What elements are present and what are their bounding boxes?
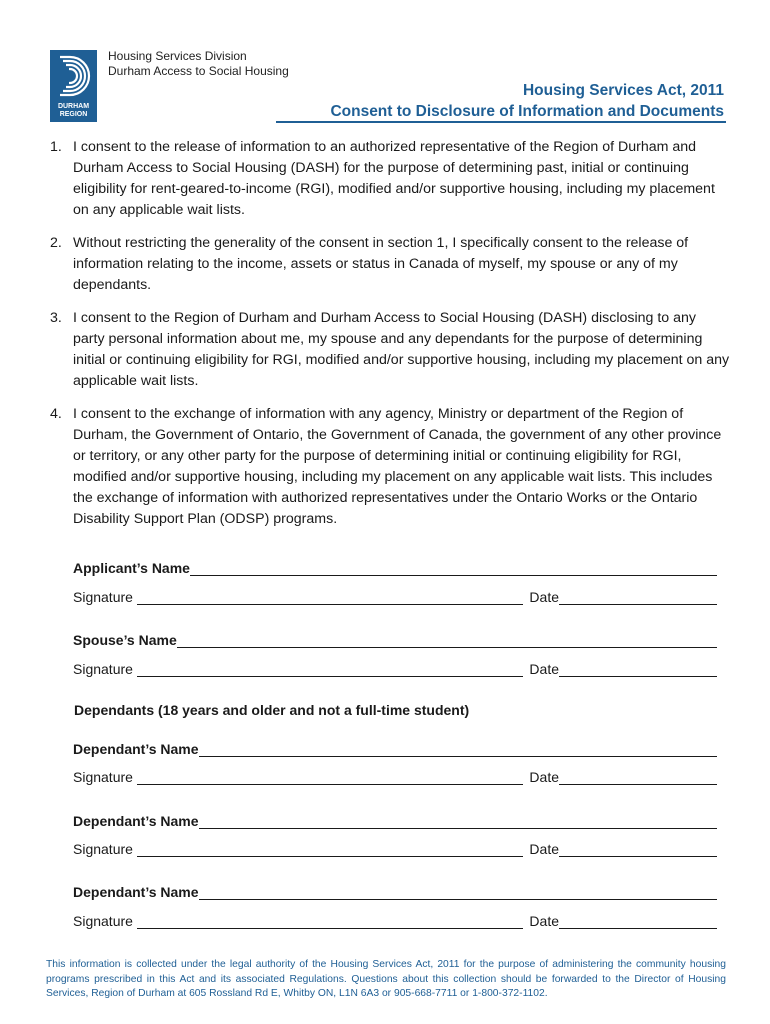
- date-label: Date: [529, 661, 559, 677]
- date-label: Date: [529, 913, 559, 929]
- program-name: Durham Access to Social Housing: [108, 64, 289, 78]
- document-title: [330, 80, 724, 122]
- applicant-signature-row: [73, 585, 717, 605]
- privacy-notice: This information is collected under the legal authority of the Housing Services Act, 2011 for the purpose of administering the community housing programs prescribed in this Act and its associated Regulations. Questions about this collection should be forwarded to the Director of Housing Services, Region of Durham at 605 Rossland Rd E, Whitby ON, L1N 6A3 or 905-668-7711 or 1-800-372-1102.: [46, 959, 726, 999]
- dependant-1-signature-row: [73, 765, 717, 785]
- durham-region-logo: [50, 50, 97, 122]
- dependants-heading: Dependants (18 years and older and not a full-time student): [74, 702, 470, 718]
- signature-label: Signature: [73, 913, 133, 929]
- logo-text-line2: REGION: [59, 111, 88, 118]
- dependant-name-label: Dependant’s Name: [73, 741, 199, 757]
- dependant-3-date-field[interactable]: [559, 913, 717, 929]
- clause-text: I consent to the exchange of information with any agency, Ministry or department of the Region of Durham, the Government of Ontario, the Government of Canada, the government of any other province or territory, or any other party for the purpose of determining initial or continuing eligibility for RGI, modified and/or supportive housing, including my placement on any applicable wait lists. This includes the exchange of information with authorized representatives under the Ontario Works or the Ontario Disability Support Plan (ODSP) programs.: [73, 406, 722, 527]
- durham-d-logo-icon: [50, 50, 97, 102]
- dependant-3-signature-row: [73, 909, 717, 929]
- consent-clauses: [50, 137, 730, 542]
- spouse-date-field[interactable]: [559, 661, 717, 677]
- division-header: [108, 49, 289, 79]
- clause-text: I consent to the Region of Durham and Durham Access to Social Housing (DASH) disclosing to any party personal information about me, my spouse and any dependants for the purpose of determining initial or continuing eligibility for RGI, modified and/or supportive housing, including my placement on any applicable wait lists.: [73, 310, 730, 389]
- date-label: Date: [529, 841, 559, 857]
- clause-4: [50, 404, 730, 530]
- dependant-3-name-field[interactable]: [199, 884, 717, 900]
- dependant-1-name-field[interactable]: [199, 741, 717, 757]
- applicant-name-row: [73, 556, 717, 576]
- clause-1: [50, 137, 730, 221]
- logo-text-line1: DURHAM: [57, 103, 90, 110]
- dependant-name-label: Dependant’s Name: [73, 884, 199, 900]
- title-act: Housing Services Act, 2011: [522, 82, 724, 99]
- dependant-name-label: Dependant’s Name: [73, 813, 199, 829]
- date-label: Date: [529, 589, 559, 605]
- clause-number: 4.: [50, 406, 62, 422]
- signature-label: Signature: [73, 589, 133, 605]
- dependant-2-date-field[interactable]: [559, 841, 717, 857]
- clause-number: 3.: [50, 310, 62, 326]
- applicant-name-label: Applicant’s Name: [73, 560, 190, 576]
- clause-number: 1.: [50, 139, 62, 155]
- title-underline: [276, 121, 726, 123]
- clause-3: [50, 308, 730, 392]
- signature-label: Signature: [73, 661, 133, 677]
- applicant-date-field[interactable]: [559, 589, 717, 605]
- clause-number: 2.: [50, 235, 62, 251]
- title-consent: Consent to Disclosure of Information and Documents: [330, 103, 724, 120]
- dependant-2-name-field[interactable]: [199, 813, 717, 829]
- dependant-1-date-field[interactable]: [559, 769, 717, 785]
- dependant-3-name-row: [73, 880, 717, 900]
- dependant-2-signature-row: [73, 837, 717, 857]
- applicant-signature-field[interactable]: [137, 589, 523, 605]
- spouse-signature-field[interactable]: [137, 661, 523, 677]
- spouse-name-row: [73, 628, 717, 648]
- date-label: Date: [529, 769, 559, 785]
- clause-text: I consent to the release of information to an authorized representative of the Region of Durham and Durham Access to Social Housing (DASH) for the purpose of determining past, initial or continuing eligibility for rent-geared-to-income (RGI), modified and/or supportive housing, including my placement on any applicable wait lists.: [73, 139, 715, 218]
- signature-label: Signature: [73, 769, 133, 785]
- applicant-name-field[interactable]: [190, 560, 717, 576]
- spouse-name-label: Spouse’s Name: [73, 632, 177, 648]
- spouse-name-field[interactable]: [177, 632, 717, 648]
- dependant-1-name-row: [73, 737, 717, 757]
- dependant-2-signature-field[interactable]: [137, 841, 523, 857]
- spouse-signature-row: [73, 657, 717, 677]
- signature-label: Signature: [73, 841, 133, 857]
- dependant-2-name-row: [73, 809, 717, 829]
- clause-text: Without restricting the generality of the consent in section 1, I specifically consent to the release of information relating to the income, assets or status in Canada of myself, my spouse or any of my dependants.: [73, 235, 689, 293]
- dependant-3-signature-field[interactable]: [137, 913, 523, 929]
- clause-2: [50, 233, 730, 296]
- dependant-1-signature-field[interactable]: [137, 769, 523, 785]
- division-name: Housing Services Division: [108, 49, 247, 63]
